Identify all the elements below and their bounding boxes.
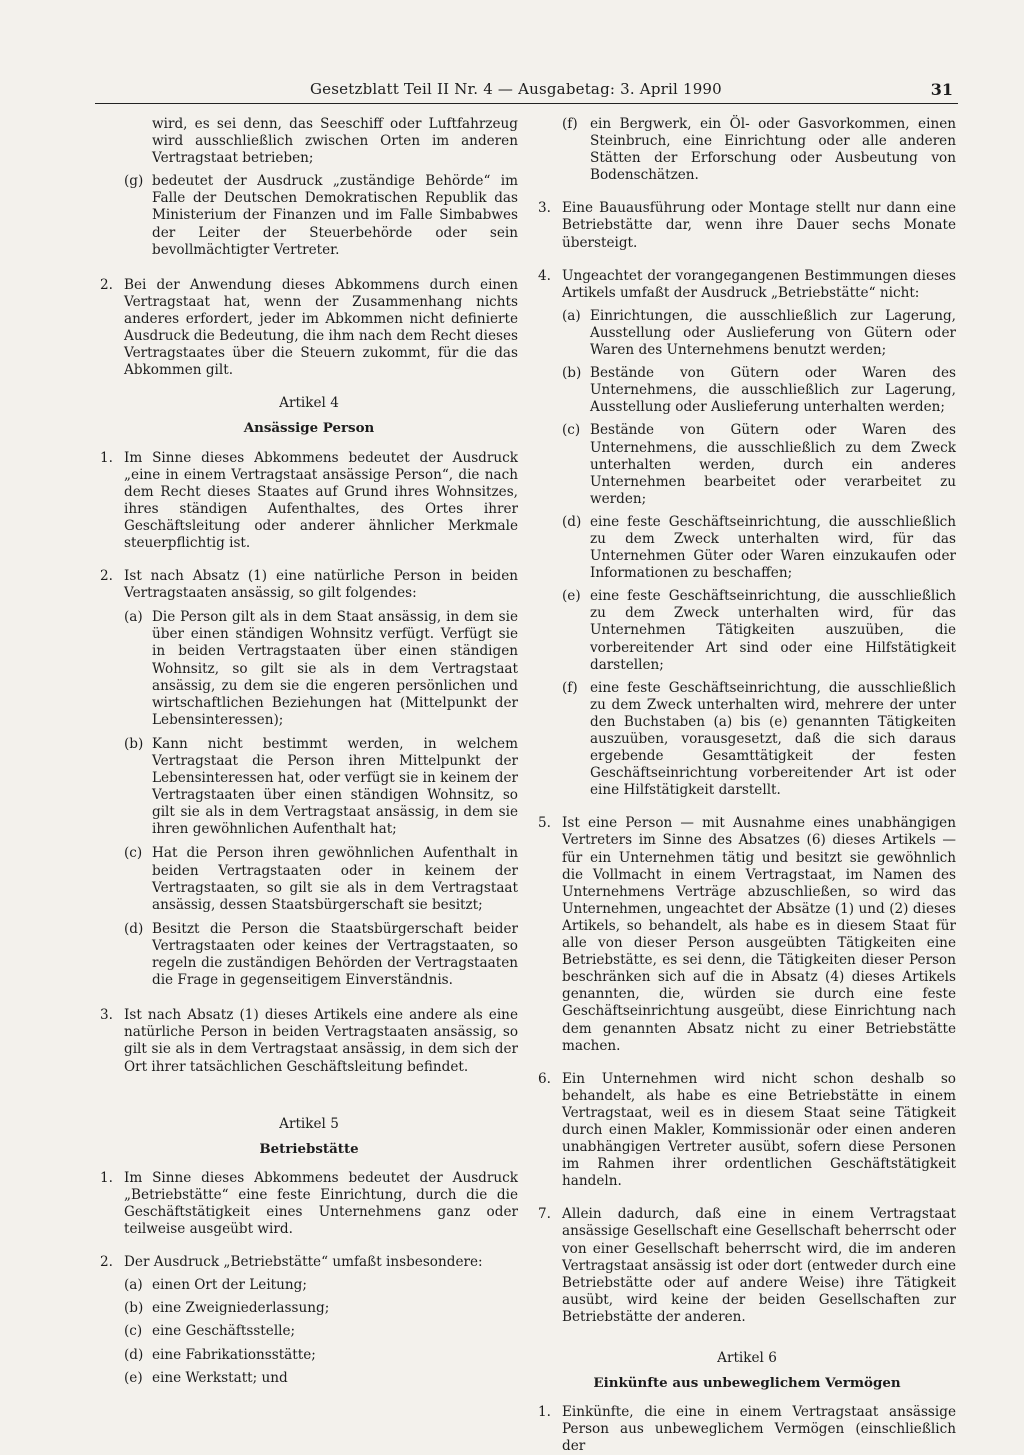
paragraph-text: Im Sinne dieses Abkommens bedeutet der Ausdruck „Betriebstätte“ eine feste Einrichtung, durch die die Geschäftstätigkeit eines Unternehmens ganz oder teilweise ausgeübt wird. bbox=[124, 1169, 518, 1238]
article-4-title: Artikel 4 bbox=[279, 395, 339, 412]
item-text: Kann nicht bestimmt werden, in welchem Vertragstaat die Person ihren Mittelpunkt der Lebensinteressen hat, oder verfügt sie in keinem der Vertragstaaten über einen ständigen Wohnsitz, so gilt sie als in dem Vertragstaat ansässig, in dem sie ihren gewöhnlichen Aufenthalt hat; bbox=[152, 735, 518, 838]
art5-paragraph-5 bbox=[538, 815, 956, 1054]
item-label: (f) bbox=[562, 116, 578, 132]
gazette-title: Gesetzblatt Teil II Nr. 4 — Ausgabetag: 3. April 1990 bbox=[310, 80, 722, 98]
item-label: (d) bbox=[124, 1346, 144, 1363]
item-label: (g) bbox=[124, 173, 144, 190]
item-label: (b) bbox=[124, 1300, 144, 1317]
item-g bbox=[124, 173, 518, 258]
art4-item-d bbox=[124, 921, 518, 989]
paragraph-text: Einkünfte, die eine in einem Vertragstaat ansässige Person aus unbeweglichem Vermögen (einschließlich der bbox=[562, 1404, 956, 1455]
art4-paragraph-2 bbox=[100, 568, 518, 602]
item-text: Hat die Person ihren gewöhnlichen Aufenthalt in beiden Vertragstaaten oder in keinem der Vertragstaaten, so gilt sie als in dem Vertragstaat ansässig, dessen Staatsbürgerschaft sie besitzt; bbox=[152, 845, 518, 913]
art5-p4-item-c bbox=[562, 422, 956, 507]
art4-paragraph-1 bbox=[100, 450, 518, 553]
item-label: (d) bbox=[562, 513, 582, 530]
item-text: eine feste Geschäftseinrichtung, die ausschließlich zu dem Zweck unterhalten wird, für das Unternehmen Tätigkeiten auszuüben, die vorbereitender Art sind oder eine Hilfstätigkeit darstellen; bbox=[590, 588, 956, 673]
left-column bbox=[100, 116, 518, 1393]
art5-p4-item-b bbox=[562, 365, 956, 416]
article-5-title: Artikel 5 bbox=[279, 1115, 339, 1132]
art4-item-b bbox=[124, 736, 518, 839]
item-label: (e) bbox=[562, 588, 581, 605]
paragraph-text: Der Ausdruck „Betriebstätte“ umfaßt insbesondere: bbox=[124, 1254, 483, 1271]
item-text: ein Bergwerk, ein Öl- oder Gasvorkommen, einen Steinbruch, eine Einrichtung oder alle anderen Stätten der Erforschung oder Ausbeutung von Bodenschätzen. bbox=[590, 116, 956, 184]
paragraph-number: 6. bbox=[538, 1070, 551, 1087]
item-text: einen Ort der Leitung; bbox=[152, 1277, 307, 1294]
item-label: (f) bbox=[562, 679, 578, 696]
paragraph-text: Allein dadurch, daß eine in einem Vertragstaat ansässige Gesellschaft eine Gesellschaft beherrscht oder von einer Gesellschaft beherrscht wird, die im anderen Vertragstaat ansässig ist oder dort (entweder durch eine Betriebstätte oder auf andere Weise) ihre Tätigkeit ausübt, wird keine der beiden Gesellschaften zur Betriebstätte der anderen. bbox=[562, 1206, 956, 1325]
item-label: (b) bbox=[124, 735, 144, 752]
item-text: eine Geschäftsstelle; bbox=[152, 1323, 296, 1340]
art5-item-d bbox=[124, 1347, 518, 1364]
paragraph-number: 1. bbox=[538, 1404, 551, 1421]
item-label: (c) bbox=[124, 1323, 143, 1340]
item-label: (a) bbox=[562, 307, 581, 324]
art4-item-c bbox=[124, 845, 518, 913]
article-6-subtitle: Einkünfte aus unbeweglichem Vermögen bbox=[593, 1375, 901, 1392]
header-rule bbox=[95, 103, 958, 104]
item-label: (e) bbox=[124, 1369, 143, 1386]
item-text: Besitzt die Person die Staatsbürgerschaft beider Vertragstaaten oder keines der Vertragstaaten, so regeln die zuständigen Behörden der Vertragstaaten die Frage in gegenseitigem Einverständnis. bbox=[152, 920, 518, 989]
art5-paragraph-4 bbox=[538, 268, 956, 302]
art5-paragraph-2 bbox=[100, 1254, 518, 1271]
art5-paragraph-1 bbox=[100, 1170, 518, 1238]
item-label: (a) bbox=[124, 1277, 143, 1294]
art5-item-b bbox=[124, 1300, 518, 1317]
continued-item-f: wird, es sei denn, das Seeschiff oder Luftfahrzeug wird ausschließlich zwischen Orten im anderen Vertragstaat betrieben; bbox=[152, 116, 518, 167]
paragraph-number: 3. bbox=[538, 200, 551, 217]
art5-item-f bbox=[562, 116, 956, 184]
item-label: (d) bbox=[124, 920, 144, 937]
item-text: eine feste Geschäftseinrichtung, die ausschließlich zu dem Zweck unterhalten wird, für das Unternehmen Güter oder Waren einzukaufen oder Informationen zu beschaffen; bbox=[590, 513, 956, 582]
paragraph-number: 1. bbox=[100, 1169, 113, 1186]
paragraph-number: 3. bbox=[100, 1007, 113, 1024]
page-header bbox=[95, 80, 958, 102]
paragraph-2 bbox=[100, 277, 518, 380]
article-4-subtitle: Ansässige Person bbox=[243, 420, 375, 437]
article-6-title: Artikel 6 bbox=[717, 1350, 777, 1366]
paragraph-number: 2. bbox=[100, 276, 113, 293]
art5-p4-item-f bbox=[562, 680, 956, 800]
item-text: eine feste Geschäftseinrichtung, die ausschließlich zu dem Zweck unterhalten wird, mehrere der unter den Buchstaben (a) bis (e) genannten Tätigkeiten auszuüben, vorausgesetzt, daß die sich daraus ergebende Gesamttätigkeit der festen Geschäftseinrichtung vorbereitender Art ist oder eine Hilfstätigkeit darstellt. bbox=[590, 679, 956, 799]
paragraph-text: Ein Unternehmen wird nicht schon deshalb so behandelt, als habe es eine Betriebstätte in einem Vertragstaat, weil es in diesem Staat seine Tätigkeit durch einen Makler, Kommissionär oder einen anderen unabhängigen Vertreter ausübt, sofern diese Personen im Rahmen ihrer ordentlichen Geschäftstätigkeit handeln. bbox=[562, 1070, 956, 1190]
paragraph-text: Ist nach Absatz (1) eine natürliche Person in beiden Vertragstaaten ansässig, so gilt folgendes: bbox=[124, 568, 518, 602]
paragraph-number: 2. bbox=[100, 568, 113, 585]
paragraph-text: Ist eine Person — mit Ausnahme eines unabhängigen Vertreters im Sinne des Absatzes (6) dieses Artikels — für ein Unternehmen tätig und besitzt sie gewöhnlich die Vollmacht in einem Vertragstaat, im Namen des Unternehmens Verträge abzuschließen, so wird das Unternehmen, ungeachtet der Absätze (1) und (2) dieses Artikels, so behandelt, als habe es in diesem Staat für alle von dieser Person ausgeübten Tätigkeiten eine Betriebstätte, es sei denn, die Tätigkeiten dieser Person beschränken sich auf die in Absatz (4) dieses Artikels genannten, die, würden sie durch eine feste Geschäftseinrichtung ausgeübt, diese Einrichtung nach dem genannten Absatz nicht zu einer Betriebstätte machen. bbox=[562, 815, 956, 1054]
art4-paragraph-3 bbox=[100, 1007, 518, 1075]
right-column bbox=[538, 116, 956, 1455]
paragraph-text: Ist nach Absatz (1) dieses Artikels eine andere als eine natürliche Person in beiden Vertragstaaten ansässig, so gilt sie als in dem Vertragstaat ansässig, in dem sich der Ort ihrer tatsächlichen Geschäftsleitung befindet. bbox=[124, 1007, 518, 1075]
art5-p4-item-a bbox=[562, 308, 956, 359]
art5-item-a bbox=[124, 1277, 518, 1294]
article-5-subtitle: Betriebstätte bbox=[259, 1140, 359, 1157]
paragraph-number: 7. bbox=[538, 1206, 551, 1223]
item-text: Einrichtungen, die ausschließlich zur Lagerung, Ausstellung oder Auslieferung von Gütern oder Waren des Unternehmens benutzt werden; bbox=[590, 307, 956, 359]
art5-paragraph-7 bbox=[538, 1206, 956, 1326]
paragraph-text: Ungeachtet der vorangegangenen Bestimmungen dieses Artikels umfaßt der Ausdruck „Betriebstätte“ nicht: bbox=[562, 267, 956, 301]
item-label: (a) bbox=[124, 609, 143, 626]
item-label: (b) bbox=[562, 365, 582, 382]
art5-item-e bbox=[124, 1370, 518, 1387]
paragraph-number: 2. bbox=[100, 1254, 113, 1271]
item-text: bedeutet der Ausdruck „zuständige Behörde“ im Falle der Deutschen Demokratischen Republik das Ministerium der Finanzen und im Falle Simbabwes der Leiter der Steuerbehörde oder sein bevollmächtigter Vertreter. bbox=[152, 173, 518, 258]
item-text: Bestände von Gütern oder Waren des Unternehmens, die ausschließlich zur Lagerung, Ausstellung oder Auslieferung unterhalten werden; bbox=[590, 365, 956, 416]
art5-paragraph-3 bbox=[538, 200, 956, 251]
paragraph-number: 4. bbox=[538, 267, 551, 284]
item-text: eine Zweigniederlassung; bbox=[152, 1300, 330, 1317]
paragraph-number: 1. bbox=[100, 449, 113, 466]
art4-item-a bbox=[124, 609, 518, 729]
art5-p4-item-d bbox=[562, 514, 956, 582]
art5-item-c bbox=[124, 1323, 518, 1340]
art5-paragraph-6 bbox=[538, 1071, 956, 1191]
paragraph-number: 5. bbox=[538, 815, 551, 832]
item-text: eine Fabrikationsstätte; bbox=[152, 1346, 316, 1363]
paragraph-text: Bei der Anwendung dieses Abkommens durch einen Vertragstaat hat, wenn der Zusammenhang nichts anderes erfordert, jeder im Abkommen nicht definierte Ausdruck die Bedeutung, die ihm nach dem Recht dieses Vertragstaates über die Steuern zukommt, für die das Abkommen gilt. bbox=[124, 276, 518, 379]
item-text: Bestände von Gütern oder Waren des Unternehmens, die ausschließlich zu dem Zweck unterhalten werden, durch ein anderes Unternehmen bearbeitet oder verarbeitet zu werden; bbox=[590, 422, 956, 507]
page-number: 31 bbox=[930, 80, 953, 99]
item-label: (c) bbox=[562, 422, 581, 439]
paragraph-text: Im Sinne dieses Abkommens bedeutet der Ausdruck „eine in einem Vertragstaat ansässige Person“, die nach dem Recht dieses Staates auf Grund ihres Wohnsitzes, ihres ständigen Aufenthaltes, des Ortes ihrer Geschäftsleitung oder anderer ähnlicher Merkmale steuerpflichtig ist. bbox=[124, 449, 518, 551]
item-text: Die Person gilt als in dem Staat ansässig, in dem sie über einen ständigen Wohnsitz verfügt. Verfügt sie in beiden Vertragstaaten über einen ständigen Wohnsitz, so gilt sie als in dem Vertragstaat ansässig, zu dem sie die engeren persönlichen und wirtschaftlichen Beziehungen hat (Mittelpunkt der Lebensinteressen); bbox=[152, 609, 518, 728]
paragraph-text: Eine Bauausführung oder Montage stellt nur dann eine Betriebstätte dar, wenn ihre Dauer sechs Monate übersteigt. bbox=[562, 200, 956, 251]
item-label: (c) bbox=[124, 845, 143, 862]
item-text: eine Werkstatt; und bbox=[152, 1369, 288, 1386]
art5-p4-item-e bbox=[562, 588, 956, 673]
